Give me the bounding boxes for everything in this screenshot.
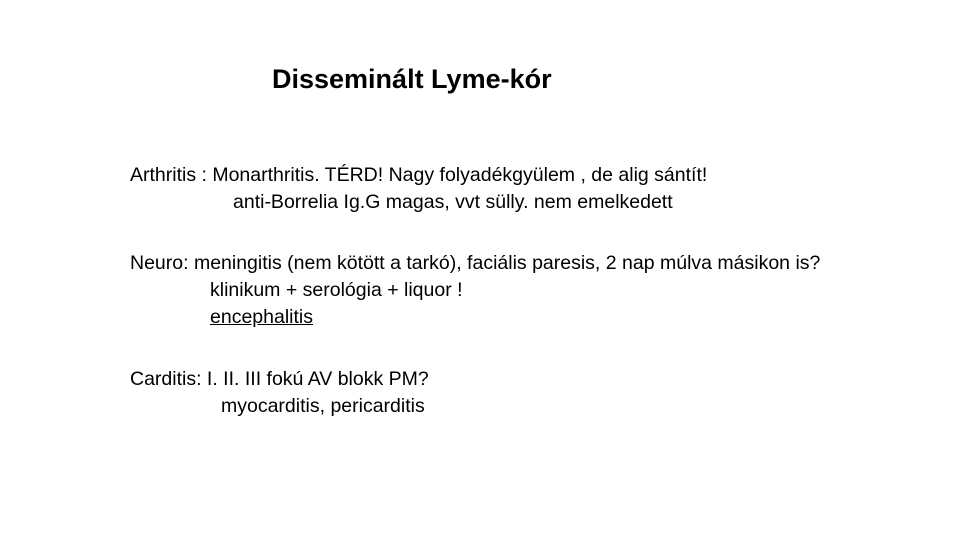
- neuro-line-2: klinikum + serológia + liquor !: [210, 279, 463, 301]
- carditis-line-1: Carditis: I. II. III fokú AV blokk PM?: [130, 368, 429, 390]
- neuro-section: [130, 250, 820, 331]
- neuro-line-1: Neuro: meningitis (nem kötött a tarkó), faciális paresis, 2 nap múlva másikon is?: [130, 252, 821, 274]
- arthritis-section: [130, 162, 707, 216]
- neuro-encephalitis: encephalitis: [210, 306, 313, 328]
- arthritis-line-2: anti-Borrelia Ig.G magas, vvt sülly. nem emelkedett: [233, 191, 673, 213]
- arthritis-line-1: Arthritis : Monarthritis. TÉRD! Nagy folyadékgyülem , de alig sántít!: [130, 164, 708, 186]
- slide-title: Disseminált Lyme-kór: [272, 64, 552, 94]
- carditis-line-2: myocarditis, pericarditis: [221, 395, 425, 417]
- carditis-section: [130, 366, 429, 420]
- neuro-line-3-wrapper: [130, 304, 820, 331]
